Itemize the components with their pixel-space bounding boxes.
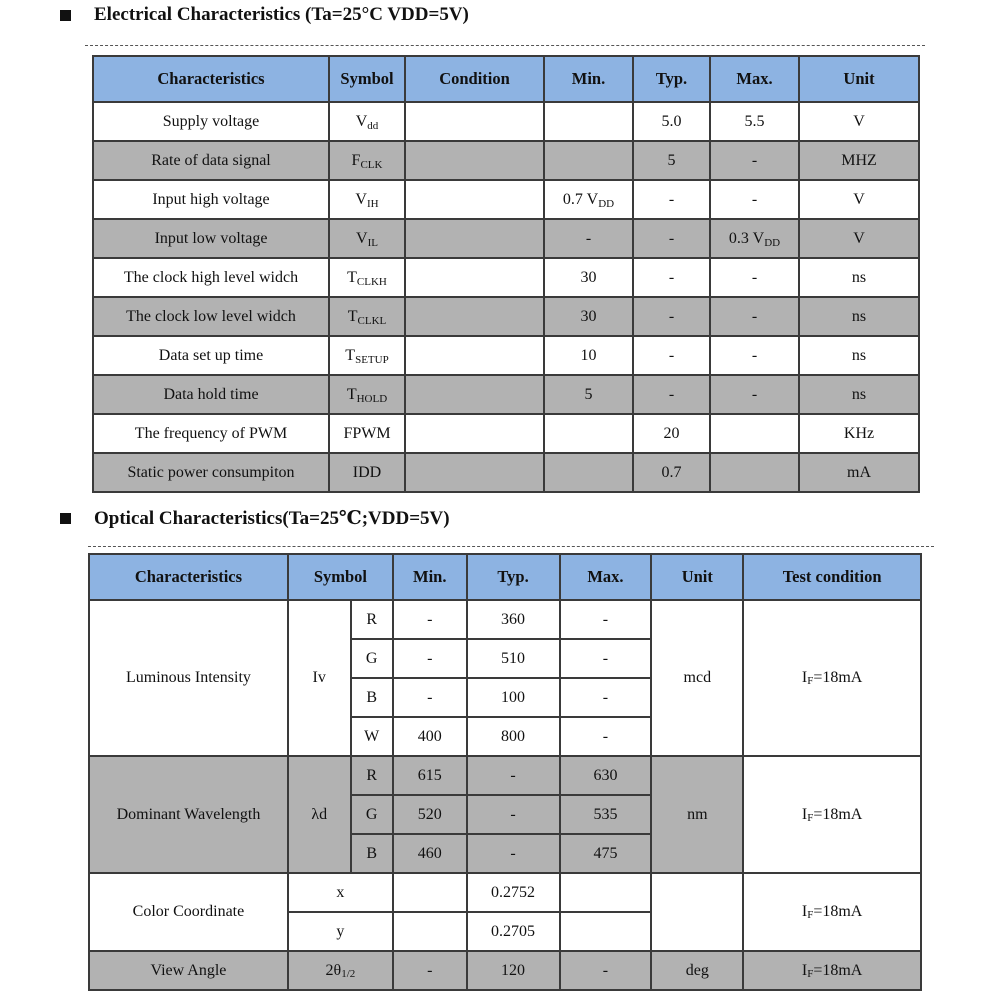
symbol-cell-sub: IL [367, 236, 378, 249]
color-cell: W [351, 717, 393, 756]
table-row [93, 219, 919, 258]
symbol-cell-main: V [355, 190, 367, 208]
min-cell [544, 141, 633, 180]
test-condition-sub: F [807, 909, 814, 921]
table-row [89, 756, 921, 795]
test-condition-sub: F [807, 675, 814, 687]
characteristic-cell: Static power consumpiton [93, 453, 329, 492]
electrical-characteristics-table [92, 55, 920, 493]
color-cell: G [351, 795, 393, 834]
max-cell-main: 0.3 V [728, 229, 765, 247]
typ-cell: 20 [633, 414, 710, 453]
table-row [93, 102, 919, 141]
condition-cell [405, 102, 544, 141]
symbol-cell [329, 414, 405, 453]
unit-cell: mcd [651, 600, 743, 756]
condition-cell [405, 453, 544, 492]
unit-cell: ns [799, 258, 919, 297]
max-cell-sub: DD [764, 236, 781, 249]
optical-heading [60, 507, 450, 530]
min-cell: - [393, 678, 467, 717]
column-header: Condition [405, 56, 544, 102]
column-header: Max. [560, 554, 652, 600]
unit-cell: MHZ [799, 141, 919, 180]
condition-cell [405, 258, 544, 297]
max-cell [710, 219, 799, 258]
symbol-cell: Iv [288, 600, 351, 756]
condition-cell [405, 375, 544, 414]
column-header: Typ. [467, 554, 560, 600]
table-row [93, 375, 919, 414]
column-header: Min. [544, 56, 633, 102]
table-row [93, 258, 919, 297]
table-row [93, 180, 919, 219]
test-condition-rest: =18mA [813, 903, 863, 920]
max-cell: - [560, 600, 652, 639]
max-cell: 630 [560, 756, 652, 795]
column-header: Symbol [329, 56, 405, 102]
column-header: Min. [393, 554, 467, 600]
symbol-cell-sub: IH [366, 197, 379, 210]
typ-cell: - [633, 375, 710, 414]
min-cell: 615 [393, 756, 467, 795]
symbol-cell-main: FPWM [343, 424, 391, 442]
unit-cell: ns [799, 375, 919, 414]
min-cell: 460 [393, 834, 467, 873]
symbol-cell-sub: HOLD [356, 392, 388, 405]
min-cell: 10 [544, 336, 633, 375]
min-cell [393, 912, 467, 951]
max-cell: - [710, 297, 799, 336]
characteristic-cell: Data set up time [93, 336, 329, 375]
symbol-cell [329, 102, 405, 141]
symbol-cell: λd [288, 756, 351, 873]
unit-cell: ns [799, 297, 919, 336]
max-cell: - [560, 717, 652, 756]
characteristic-cell: Data hold time [93, 375, 329, 414]
unit-cell: V [799, 219, 919, 258]
unit-cell [651, 873, 743, 951]
max-cell: 5.5 [710, 102, 799, 141]
symbol-cell-main: T [345, 346, 356, 364]
symbol-cell-sub: CLKL [357, 314, 387, 327]
test-condition-main: I [801, 805, 808, 823]
symbol-cell-main: V [355, 112, 368, 130]
test-condition-sub: F [807, 811, 814, 824]
max-cell: - [710, 375, 799, 414]
column-header: Unit [651, 554, 743, 600]
table-row [89, 600, 921, 639]
table-row [89, 873, 921, 912]
table-header-row [89, 554, 921, 600]
max-cell: - [710, 180, 799, 219]
color-cell: G [351, 639, 393, 678]
symbol-cell [329, 453, 405, 492]
max-cell: - [710, 258, 799, 297]
column-header: Max. [710, 56, 799, 102]
column-header: Characteristics [93, 56, 329, 102]
max-cell: - [560, 639, 652, 678]
condition-cell [405, 219, 544, 258]
unit-cell: mA [799, 453, 919, 492]
symbol-cell-main: T [346, 385, 357, 403]
symbol-cell [329, 258, 405, 297]
symbol-cell [329, 336, 405, 375]
symbol-cell-main: V [356, 229, 368, 247]
color-cell: R [351, 600, 393, 639]
min-cell-sub: DD [598, 197, 615, 210]
min-cell: - [544, 219, 633, 258]
unit-cell: ns [799, 336, 919, 375]
min-cell: 520 [393, 795, 467, 834]
unit-cell: V [799, 102, 919, 141]
max-cell: - [710, 336, 799, 375]
test-condition-rest: =18mA [813, 805, 863, 823]
column-header: Typ. [633, 56, 710, 102]
min-cell: 5 [544, 375, 633, 414]
typ-cell: - [633, 219, 710, 258]
test-condition-main: I [801, 961, 808, 979]
max-cell: - [560, 951, 652, 990]
max-cell [560, 912, 652, 951]
min-cell: - [393, 951, 467, 990]
condition-cell [405, 180, 544, 219]
typ-cell: 800 [467, 717, 560, 756]
color-cell: R [351, 756, 393, 795]
condition-cell [405, 141, 544, 180]
column-header: Unit [799, 56, 919, 102]
symbol-cell-sub: SETUP [355, 353, 389, 366]
symbol-cell [329, 297, 405, 336]
optical-heading-text: Optical Characteristics(Ta=25℃;VDD=5V) [94, 508, 450, 529]
table-row [93, 453, 919, 492]
min-cell: 400 [393, 717, 467, 756]
symbol-cell [329, 180, 405, 219]
table-row [93, 336, 919, 375]
symbol-cell [329, 219, 405, 258]
electrical-heading [60, 4, 469, 26]
axis-cell: x [288, 873, 393, 912]
axis-cell: y [288, 912, 393, 951]
symbol-cell-main: IDD [352, 463, 382, 481]
characteristic-cell: View Angle [89, 951, 288, 990]
typ-cell: - [633, 297, 710, 336]
max-cell [560, 873, 652, 912]
test-condition-sub: F [807, 967, 814, 980]
typ-cell: 0.2752 [467, 873, 560, 912]
characteristic-cell: Rate of data signal [93, 141, 329, 180]
max-cell: - [710, 141, 799, 180]
characteristic-cell: Input low voltage [93, 219, 329, 258]
symbol-cell-main: T [347, 268, 357, 286]
color-cell: B [351, 678, 393, 717]
characteristic-cell: Dominant Wavelength [89, 756, 288, 873]
unit-cell: KHz [799, 414, 919, 453]
characteristic-cell: Supply voltage [93, 102, 329, 141]
typ-cell: - [633, 258, 710, 297]
max-cell [710, 453, 799, 492]
test-condition-main: I [801, 669, 808, 686]
max-cell [710, 414, 799, 453]
typ-cell: 100 [467, 678, 560, 717]
test-condition-rest: =18mA [813, 961, 863, 979]
min-cell [393, 873, 467, 912]
characteristic-cell: The clock low level widch [93, 297, 329, 336]
min-cell [544, 453, 633, 492]
symbol-cell [329, 141, 405, 180]
test-condition-cell [743, 951, 921, 990]
typ-cell: 5.0 [633, 102, 710, 141]
divider [88, 546, 934, 547]
table-row [89, 951, 921, 990]
min-cell: 30 [544, 258, 633, 297]
typ-cell: - [633, 336, 710, 375]
test-condition-cell [743, 873, 921, 951]
symbol-cell [288, 951, 393, 990]
characteristic-cell: Luminous Intensity [89, 600, 288, 756]
characteristic-cell: The clock high level widch [93, 258, 329, 297]
symbol-cell-main: F [351, 151, 361, 169]
test-condition-rest: =18mA [813, 669, 863, 686]
min-cell: 30 [544, 297, 633, 336]
min-cell [544, 102, 633, 141]
table-row [93, 297, 919, 336]
electrical-heading-text: Electrical Characteristics (Ta=25°C VDD=5V) [94, 4, 469, 25]
min-cell [544, 414, 633, 453]
bullet-icon [60, 10, 71, 21]
test-condition-cell [743, 600, 921, 756]
column-header: Test condition [743, 554, 921, 600]
typ-cell: - [633, 180, 710, 219]
test-condition-cell [743, 756, 921, 873]
typ-cell: 360 [467, 600, 560, 639]
symbol-cell-sub: CLKH [356, 275, 387, 288]
unit-cell: deg [651, 951, 743, 990]
typ-cell: - [467, 795, 560, 834]
test-condition-main: I [801, 903, 808, 920]
condition-cell [405, 414, 544, 453]
typ-cell: 0.7 [633, 453, 710, 492]
condition-cell [405, 336, 544, 375]
min-cell: - [393, 600, 467, 639]
max-cell: 535 [560, 795, 652, 834]
color-cell: B [351, 834, 393, 873]
typ-cell: 5 [633, 141, 710, 180]
symbol-cell-sub: dd [367, 119, 379, 132]
symbol-sub: 1/2 [341, 967, 356, 980]
column-header: Characteristics [89, 554, 288, 600]
min-cell [544, 180, 633, 219]
max-cell: - [560, 678, 652, 717]
typ-cell: 510 [467, 639, 560, 678]
bullet-icon [60, 513, 71, 524]
table-header-row [93, 56, 919, 102]
column-header: Symbol [288, 554, 393, 600]
unit-cell: V [799, 180, 919, 219]
symbol-main: 2θ [325, 961, 342, 979]
condition-cell [405, 297, 544, 336]
typ-cell: 0.2705 [467, 912, 560, 951]
characteristic-cell: Input high voltage [93, 180, 329, 219]
unit-cell: nm [651, 756, 743, 873]
min-cell: - [393, 639, 467, 678]
table-row [93, 414, 919, 453]
typ-cell: - [467, 834, 560, 873]
characteristic-cell: The frequency of PWM [93, 414, 329, 453]
min-cell-main: 0.7 V [562, 190, 599, 208]
characteristic-cell: Color Coordinate [89, 873, 288, 951]
symbol-cell [329, 375, 405, 414]
max-cell: 475 [560, 834, 652, 873]
typ-cell: - [467, 756, 560, 795]
table-row [93, 141, 919, 180]
typ-cell: 120 [467, 951, 560, 990]
divider [85, 45, 925, 46]
symbol-cell-main: T [347, 307, 358, 325]
optical-characteristics-table [88, 553, 922, 991]
symbol-cell-sub: CLK [360, 158, 383, 171]
